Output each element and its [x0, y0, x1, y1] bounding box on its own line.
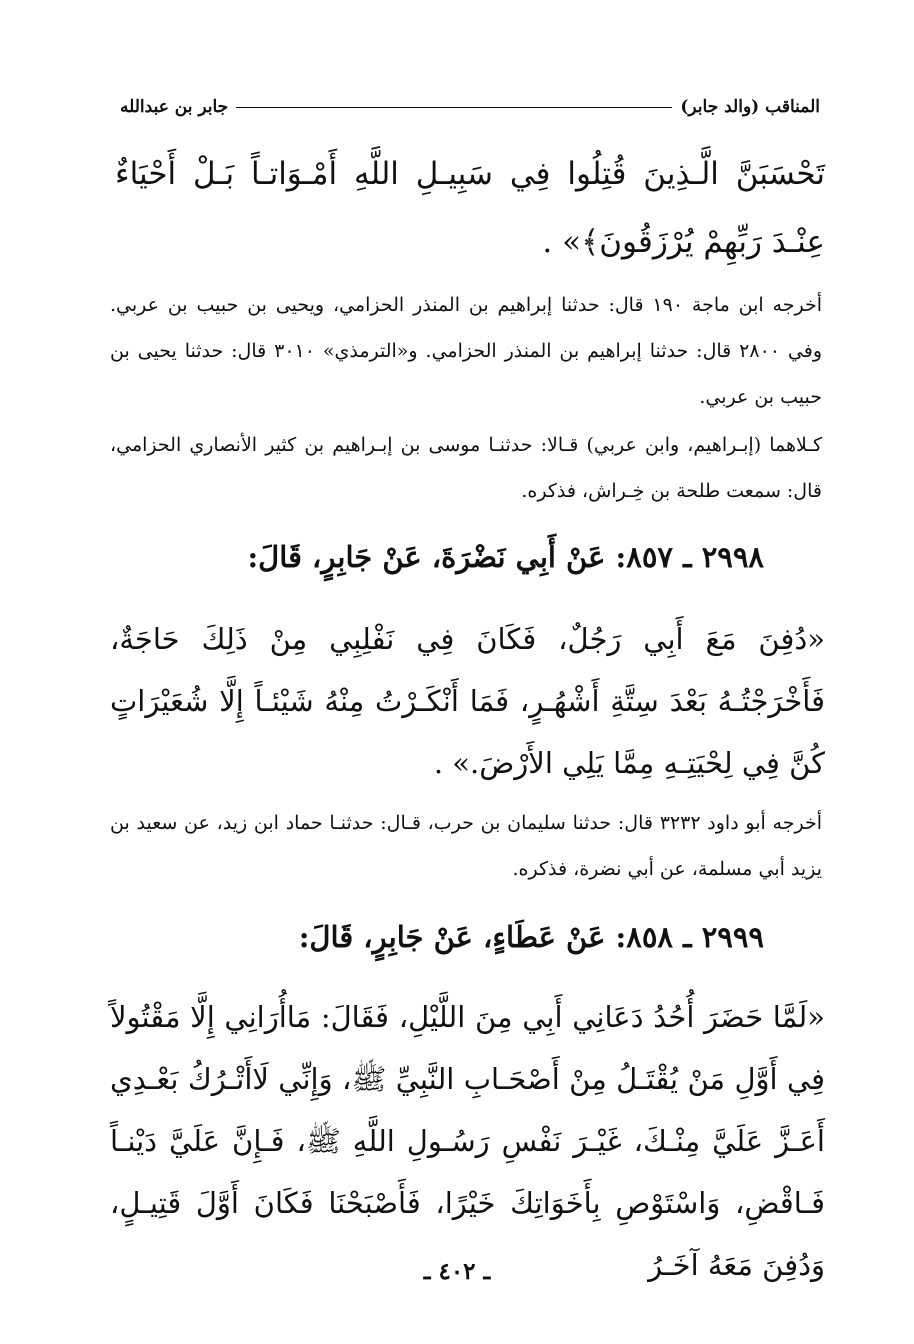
running-header	[120, 92, 820, 122]
section-title: جابر بن عبدالله	[120, 97, 229, 117]
quran-verse-continuation: تَحْسَبَنَّ الَّـذِينَ قُتِلُوا فِي سَبِيـلِ اللَّهِ أَمْـوَاتـاً بَـلْ أَحْيَاءٌ عِنْـدَ رَبِّهِمْ يُرْزَقُونَ﴾» .	[115, 156, 825, 260]
hadith-text: «دُفِنَ مَعَ أَبِي رَجُلٌ، فَكَانَ فِي نَفْلِبِي مِنْ ذَلِكَ حَاجَةٌ، فَأَخْرَجْتُـهُ بَعْدَ سِتَّةِ أَشْهُـرٍ، فَمَا أَنْكَـرْتُ مِنْهُ شَيْئـاً إِلَّا شُعَيْرَاتٍ كُنَّ فِي لِحْيَتِـهِ مِمَّا يَلِي الأَرْضَ.» .	[110, 622, 825, 780]
hadith-text: «لَمَّا حَضَرَ أُحُدُ دَعَانِي أَبِي مِنَ اللَّيْلِ، فَقَالَ: مَاأُرَانِي إِلَّا مَقْتُولاً فِي أَوَّلِ مَنْ يُقْتَـلُ مِنْ أَصْحَـابِ النَّبِيِّ ﷺ، وَإِنِّي لَاأَتْـرُكُ بَعْـدِي أَعَـزَّ عَلَيَّ مِنْـكَ، غَيْـرَ نَفْسِ رَسُـولِ اللَّهِ ﷺ، فَـإِنَّ عَلَيَّ دَيْنـاً فَـاقْضِ، وَاسْتَوْصِ بِأَخَوَاتِكَ خَيْرًا، فَأَصْبَحْنَا فَكَانَ أَوَّلَ قَتِيـلٍ، وَدُفِنَ مَعَهُ آخَـرُ	[110, 1000, 825, 1282]
header-rule	[236, 107, 672, 108]
hadith-heading: ٢٩٩٩ ـ ٨٥٨: عَنْ عَطَاءٍ، عَنْ جَابِرٍ، قَالَ:	[298, 920, 764, 954]
takhrij-note: كـلاهما (إبـراهيم، وابن عربي) قـالا: حدثنـا موسى بن إبـراهيم بن كثير الأنصاري الحزامي، قال: سمعت طلحة بن خِـراش، فذكره.	[110, 434, 822, 502]
hadith-heading: ٢٩٩٨ ـ ٨٥٧: عَنْ أَبِي نَضْرَةَ، عَنْ جَابِرٍ، قَالَ:	[247, 540, 764, 574]
takhrij-note: أخرجه أبو داود ٣٢٣٢ قال: حدثنا سليمان بن حرب، قـال: حدثنـا حماد ابن زيد، عن سعيد بن يزيد أبي مسلمة، عن أبي نضرة، فذكره.	[110, 812, 822, 880]
page-number: ـ ٤٠٢ ـ	[423, 1258, 491, 1285]
takhrij-note: أخرجه ابن ماجة ١٩٠ قال: حدثنا إبراهيم بن المنذر الحزامي، ويحيى بن حبيب بن عربي. وفي ٢٨٠٠ قال: حدثنا إبراهيم بن المنذر الحزامي. و«الترمذي» ٣٠١٠ قال: حدثنا يحيى بن حبيب بن عربي.	[110, 294, 823, 408]
chapter-title: المناقب (والد جابر)	[680, 97, 820, 117]
